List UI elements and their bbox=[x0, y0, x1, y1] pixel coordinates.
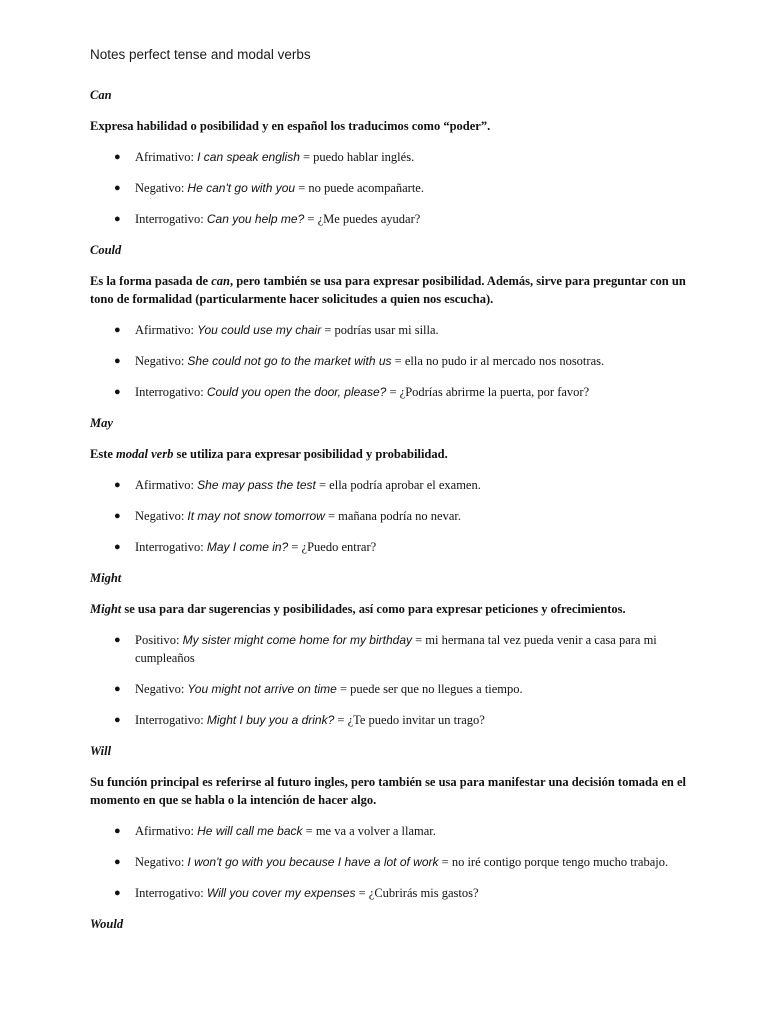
item-translation: = ¿Te puedo invitar un trago? bbox=[334, 713, 485, 727]
item-example: You might not arrive on time bbox=[187, 682, 337, 696]
item-example: He can't go with you bbox=[187, 181, 296, 195]
item-example: Can you help me? bbox=[206, 212, 305, 226]
description-text: Este bbox=[90, 447, 117, 461]
item-translation: = podrías usar mi silla. bbox=[321, 323, 439, 337]
item-translation: = ¿Cubrirás mis gastos? bbox=[355, 886, 479, 900]
list-item bbox=[90, 179, 688, 197]
example-list bbox=[90, 148, 688, 228]
list-item bbox=[90, 853, 688, 871]
bullet-icon: ● bbox=[114, 825, 121, 837]
description-text: se utiliza para expresar posibilidad y probabilidad. bbox=[173, 447, 448, 461]
list-item bbox=[90, 680, 688, 698]
list-item bbox=[90, 352, 688, 370]
item-label: Interrogativo: bbox=[135, 886, 207, 900]
item-example: Will you cover my expenses bbox=[206, 886, 356, 900]
list-item bbox=[90, 538, 688, 556]
item-example: Might I buy you a drink? bbox=[206, 713, 335, 727]
bullet-icon: ● bbox=[114, 510, 121, 522]
item-example: It may not snow tomorrow bbox=[187, 509, 325, 523]
item-example: You could use my chair bbox=[197, 323, 322, 337]
item-translation: = ella podría aprobar el examen. bbox=[315, 478, 481, 492]
bullet-icon: ● bbox=[114, 151, 121, 163]
item-example: Could you open the door, please? bbox=[206, 385, 387, 399]
section-description bbox=[90, 445, 688, 463]
section-can bbox=[90, 86, 688, 228]
bullet-icon: ● bbox=[114, 213, 121, 225]
section-description bbox=[90, 600, 688, 618]
list-item bbox=[90, 476, 688, 494]
item-label: Interrogativo: bbox=[135, 540, 207, 554]
section-might bbox=[90, 569, 688, 729]
section-heading: Could bbox=[90, 243, 122, 257]
description-emphasis: Might bbox=[90, 602, 122, 616]
item-label: Afirmativo: bbox=[135, 478, 198, 492]
section-may bbox=[90, 414, 688, 556]
item-label: Negativo: bbox=[135, 855, 188, 869]
description-emphasis: modal verb bbox=[116, 447, 174, 461]
item-label: Positivo: bbox=[135, 633, 183, 647]
item-label: Afirmativo: bbox=[135, 323, 198, 337]
item-label: Negativo: bbox=[135, 181, 188, 195]
list-item bbox=[90, 507, 688, 525]
item-translation: = ¿Podrías abrirme la puerta, por favor? bbox=[386, 385, 590, 399]
list-item bbox=[90, 321, 688, 339]
item-translation: = no puede acompañarte. bbox=[295, 181, 424, 195]
item-translation: = puedo hablar inglés. bbox=[299, 150, 415, 164]
section-heading: Would bbox=[90, 917, 124, 931]
bullet-icon: ● bbox=[114, 856, 121, 868]
item-label: Afrimativo: bbox=[135, 150, 198, 164]
list-item bbox=[90, 631, 688, 667]
item-translation: = me va a volver a llamar. bbox=[302, 824, 436, 838]
list-item bbox=[90, 822, 688, 840]
item-label: Negativo: bbox=[135, 354, 188, 368]
bullet-icon: ● bbox=[114, 887, 121, 899]
description-text: Es la forma pasada de bbox=[90, 274, 212, 288]
item-translation: = ella no pudo ir al mercado nos nosotras. bbox=[391, 354, 605, 368]
example-list bbox=[90, 321, 688, 401]
item-label: Afirmativo: bbox=[135, 824, 198, 838]
section-will bbox=[90, 742, 688, 902]
item-example: I won't go with you because I have a lot of work bbox=[187, 855, 439, 869]
item-label: Negativo: bbox=[135, 682, 188, 696]
bullet-icon: ● bbox=[114, 541, 121, 553]
bullet-icon: ● bbox=[114, 479, 121, 491]
item-label: Interrogativo: bbox=[135, 713, 207, 727]
item-example: He will call me back bbox=[197, 824, 303, 838]
description-text: , pero también se usa para expresar posibilidad. Además, sirve para preguntar con un tono de formalidad (particularmente hacer solicitudes a quien nos escucha). bbox=[90, 274, 686, 306]
item-label: Interrogativo: bbox=[135, 212, 207, 226]
section-description bbox=[90, 272, 688, 308]
bullet-icon: ● bbox=[114, 182, 121, 194]
bullet-icon: ● bbox=[114, 324, 121, 336]
description-text: se usa para dar sugerencias y posibilidades, así como para expresar peticiones y ofrecimientos. bbox=[121, 602, 626, 616]
list-item bbox=[90, 711, 688, 729]
item-example: May I come in? bbox=[206, 540, 289, 554]
list-item bbox=[90, 884, 688, 902]
section-could bbox=[90, 241, 688, 401]
description-text: Su función principal es referirse al futuro ingles, pero también se usa para manifestar una decisión tomada en el momento en que se habla o la intención de hacer algo. bbox=[90, 775, 686, 807]
bullet-icon: ● bbox=[114, 386, 121, 398]
document-title: Notes perfect tense and modal verbs bbox=[90, 47, 311, 62]
section-heading: Can bbox=[90, 88, 112, 102]
item-example: My sister might come home for my birthday bbox=[182, 633, 412, 647]
item-example: She could not go to the market with us bbox=[187, 354, 392, 368]
sections-container bbox=[90, 86, 688, 933]
list-item bbox=[90, 383, 688, 401]
item-example: I can speak english bbox=[197, 150, 300, 164]
item-translation: = no iré contigo porque tengo mucho trabajo. bbox=[438, 855, 669, 869]
bullet-icon: ● bbox=[114, 355, 121, 367]
item-translation: = mañana podría no nevar. bbox=[324, 509, 461, 523]
bullet-icon: ● bbox=[114, 714, 121, 726]
description-emphasis: can bbox=[211, 274, 230, 288]
item-example: She may pass the test bbox=[197, 478, 316, 492]
item-translation: = ¿Puedo entrar? bbox=[288, 540, 377, 554]
section-heading: Will bbox=[90, 744, 112, 758]
section-would bbox=[90, 915, 688, 933]
section-description bbox=[90, 117, 688, 135]
bullet-icon: ● bbox=[114, 634, 121, 646]
example-list bbox=[90, 476, 688, 556]
item-translation: = puede ser que no llegues a tiempo. bbox=[336, 682, 523, 696]
section-heading: May bbox=[90, 416, 113, 430]
example-list bbox=[90, 631, 688, 729]
section-heading: Might bbox=[90, 571, 122, 585]
item-translation: = mi hermana tal vez pueda venir a casa para mi cumpleaños bbox=[135, 633, 657, 665]
item-label: Interrogativo: bbox=[135, 385, 207, 399]
example-list bbox=[90, 822, 688, 902]
section-description bbox=[90, 773, 688, 809]
item-label: Negativo: bbox=[135, 509, 188, 523]
item-translation: = ¿Me puedes ayudar? bbox=[304, 212, 421, 226]
description-text: Expresa habilidad o posibilidad y en español los traducimos como “poder”. bbox=[90, 119, 491, 133]
list-item bbox=[90, 148, 688, 166]
list-item bbox=[90, 210, 688, 228]
bullet-icon: ● bbox=[114, 683, 121, 695]
